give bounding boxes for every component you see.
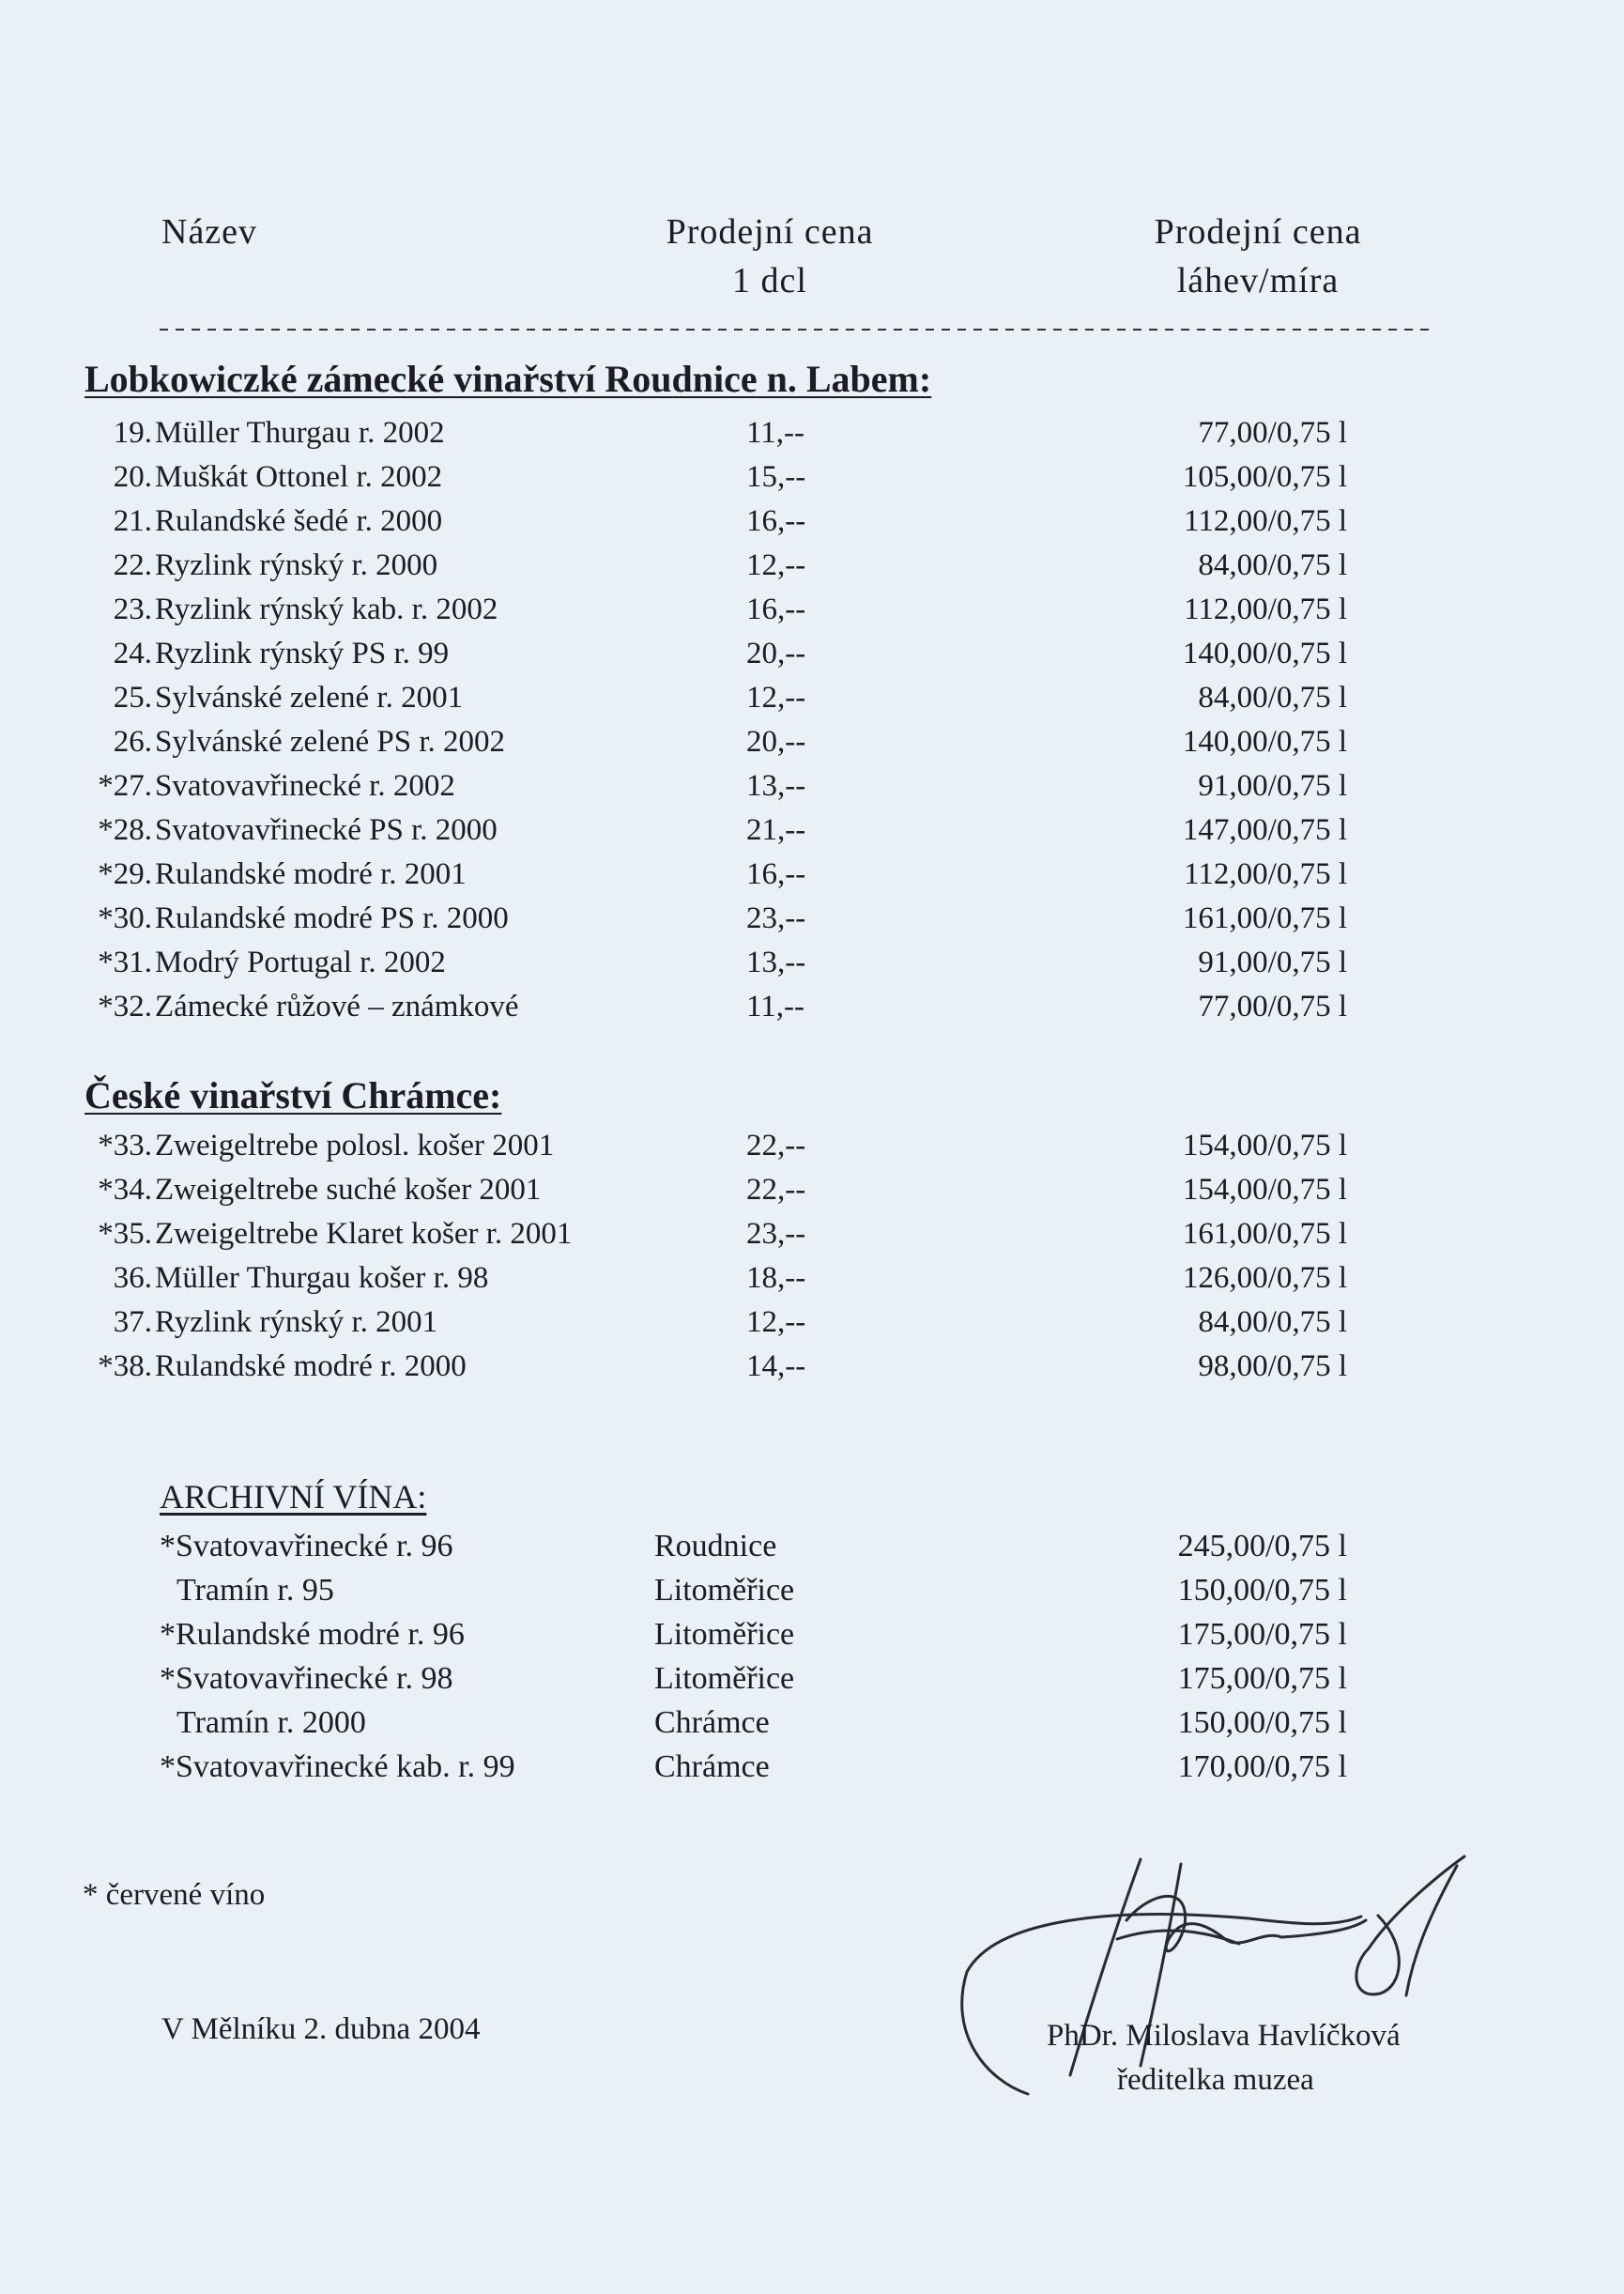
price-dcl: 21,-- [746,813,806,847]
price-bottle: 84,00/0,75 l [1198,1305,1347,1339]
price-dcl: 12,-- [746,681,806,715]
price-bottle: 245,00/0,75 l [1177,1529,1347,1563]
row-number: 37. [113,1305,152,1339]
price-dcl: 13,-- [746,946,806,979]
price-dcl: 22,-- [746,1173,806,1207]
table-row [0,1256,1624,1301]
wine-name: Ryzlink rýnský kab. r. 2002 [155,593,498,626]
signatory-name: PhDr. Miloslava Havlíčková [1047,2019,1401,2053]
price-dcl: 14,-- [746,1349,806,1383]
price-bottle: 140,00/0,75 l [1182,637,1347,670]
price-dcl: 12,-- [746,1305,806,1339]
table-row [0,1212,1624,1256]
price-bottle: 175,00/0,75 l [1177,1617,1347,1652]
table-row [0,588,1624,632]
wine-name: *Svatovavřinecké kab. r. 99 [160,1749,515,1784]
row-number: *32. [98,990,152,1024]
price-bottle: 161,00/0,75 l [1182,901,1347,935]
wine-name: Zweigeltrebe Klaret košer r. 2001 [155,1217,573,1251]
place-date: V Mělníku 2. dubna 2004 [161,2012,481,2046]
wine-name: Zweigeltrebe polosl. košer 2001 [155,1129,555,1162]
section-title: Lobkowiczké zámecké vinařství Roudnice n. Labem: [84,358,932,400]
wine-name: Svatovavřinecké r. 2002 [155,769,455,803]
origin-place: Roudnice [654,1529,777,1563]
row-number: *31. [98,946,152,979]
table-row [0,1168,1624,1212]
row-number: *30. [98,901,152,935]
wine-name: Svatovavřinecké PS r. 2000 [155,813,498,847]
table-row [0,941,1624,985]
archive-row [0,1568,1624,1612]
table-row [0,985,1624,1029]
table-row [0,544,1624,588]
row-number: 21. [113,504,152,538]
wine-name: Sylvánské zelené r. 2001 [155,681,464,715]
price-bottle: 150,00/0,75 l [1177,1573,1347,1608]
wine-name: Ryzlink rýnský PS r. 99 [155,637,450,670]
wine-name: Ryzlink rýnský r. 2000 [155,548,438,582]
price-dcl: 18,-- [746,1261,806,1295]
price-dcl: 20,-- [746,725,806,759]
price-dcl: 22,-- [746,1129,806,1162]
wine-name: Müller Thurgau r. 2002 [155,416,445,450]
price-dcl: 11,-- [746,416,805,450]
table-row [0,411,1624,455]
row-number: *27. [98,769,152,803]
wine-name: *Rulandské modré r. 96 [160,1617,465,1652]
table-row [0,500,1624,544]
price-bottle: 161,00/0,75 l [1182,1217,1347,1251]
table-row [0,764,1624,808]
origin-place: Chrámce [654,1749,770,1784]
price-bottle: 91,00/0,75 l [1198,946,1347,979]
wine-name: Muškát Ottonel r. 2002 [155,460,443,494]
price-bottle: 84,00/0,75 l [1198,681,1347,715]
origin-place: Litoměřice [654,1661,795,1696]
price-bottle: 77,00/0,75 l [1198,416,1347,450]
header-price-bottle-line2: láhev/míra [1176,261,1340,300]
table-row [0,455,1624,500]
row-number: *28. [98,813,152,847]
header-name: Název [161,212,258,252]
price-dcl: 11,-- [746,990,805,1024]
price-bottle: 154,00/0,75 l [1182,1129,1347,1162]
wine-name: Rulandské modré PS r. 2000 [155,901,509,935]
wine-name: Tramín r. 2000 [176,1705,366,1740]
price-bottle: 175,00/0,75 l [1177,1661,1347,1696]
signatory-role: ředitelka muzea [1117,2063,1314,2097]
price-bottle: 112,00/0,75 l [1184,593,1347,626]
section-title: České vinařství Chrámce: [84,1074,502,1116]
wine-name: Tramín r. 95 [176,1573,334,1608]
price-bottle: 147,00/0,75 l [1182,813,1347,847]
row-number: *35. [98,1217,152,1251]
archive-row [0,1612,1624,1656]
wine-name: *Svatovavřinecké r. 96 [160,1529,453,1563]
table-row [0,853,1624,897]
table-row [0,808,1624,853]
header-price-bottle-line1: Prodejní cena [1154,212,1362,252]
wine-name: Zweigeltrebe suché košer 2001 [155,1173,542,1207]
archive-row [0,1656,1624,1701]
row-number: 22. [113,548,152,582]
price-bottle: 84,00/0,75 l [1198,548,1347,582]
footnote: * červené víno [83,1878,266,1912]
row-number: *34. [98,1173,152,1207]
price-dcl: 20,-- [746,637,806,670]
wine-name: Müller Thurgau košer r. 98 [155,1261,489,1295]
price-bottle: 126,00/0,75 l [1182,1261,1347,1295]
wine-name: *Svatovavřinecké r. 98 [160,1661,453,1696]
wine-name: Rulandské šedé r. 2000 [155,504,443,538]
origin-place: Litoměřice [654,1573,795,1608]
price-dcl: 16,-- [746,504,806,538]
price-bottle: 112,00/0,75 l [1184,504,1347,538]
table-row [0,1345,1624,1389]
origin-place: Chrámce [654,1705,770,1740]
row-number: 36. [113,1261,152,1295]
row-number: 25. [113,681,152,715]
table-row [0,720,1624,764]
origin-place: Litoměřice [654,1617,795,1652]
table-row [0,1124,1624,1168]
price-dcl: 13,-- [746,769,806,803]
price-dcl: 15,-- [746,460,806,494]
row-number: 23. [113,593,152,626]
row-number: 26. [113,725,152,759]
price-dcl: 23,-- [746,901,806,935]
price-bottle: 140,00/0,75 l [1182,725,1347,759]
table-row [0,897,1624,941]
wine-name: Rulandské modré r. 2001 [155,857,467,891]
wine-name: Ryzlink rýnský r. 2001 [155,1305,438,1339]
wine-name: Rulandské modré r. 2000 [155,1349,467,1383]
price-bottle: 98,00/0,75 l [1198,1349,1347,1383]
wine-name: Sylvánské zelené PS r. 2002 [155,725,506,759]
price-bottle: 77,00/0,75 l [1198,990,1347,1024]
row-number: *29. [98,857,152,891]
row-number: *33. [98,1129,152,1162]
dashed-separator [160,329,1432,331]
row-number: 20. [113,460,152,494]
price-dcl: 16,-- [746,857,806,891]
table-row [0,632,1624,676]
header-price-dcl-line2: 1 dcl [732,261,807,300]
archive-row [0,1524,1624,1568]
price-bottle: 170,00/0,75 l [1177,1749,1347,1784]
archive-row [0,1745,1624,1789]
header-price-dcl-line1: Prodejní cena [666,212,874,252]
row-number: 19. [113,416,152,450]
price-bottle: 150,00/0,75 l [1177,1705,1347,1740]
price-dcl: 16,-- [746,593,806,626]
archive-title: ARCHIVNÍ VÍNA: [160,1478,427,1516]
price-bottle: 154,00/0,75 l [1182,1173,1347,1207]
row-number: 24. [113,637,152,670]
wine-name: Modrý Portugal r. 2002 [155,946,446,979]
price-dcl: 12,-- [746,548,806,582]
table-row [0,676,1624,720]
archive-row [0,1701,1624,1745]
price-bottle: 91,00/0,75 l [1198,769,1347,803]
row-number: *38. [98,1349,152,1383]
wine-name: Zámecké růžové – známkové [155,990,519,1024]
price-bottle: 112,00/0,75 l [1184,857,1347,891]
table-row [0,1301,1624,1345]
price-dcl: 23,-- [746,1217,806,1251]
price-bottle: 105,00/0,75 l [1182,460,1347,494]
